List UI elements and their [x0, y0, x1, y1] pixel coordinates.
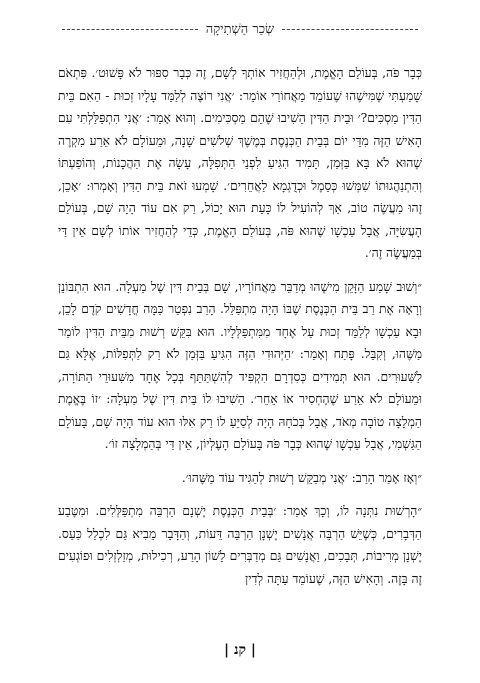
page-number: | קנ |	[224, 642, 256, 658]
header-rule-left	[62, 29, 198, 30]
paragraph: ״הָרְשׁוּת נִתְּנָה לוֹ, וְכָךְ אָמַר: ׳בְּבֵית הַכְּנֶסֶת יֶשְׁנָם הַרְבֵּה מִתְפַּלְּלִים. וּמִטֶּבַע הַדְּבָרִים, כְּשֶׁיֵּשׁ הַרְבֵּה אֲנָשִׁים יֶשְׁנָן הַרְבֵּה דֵּעוֹת, וְהַדָּבָר מֵבִיא גַּם לִכְלַל כַּעַס. יֶשְׁנָן מְרִיבוֹת, תְּבָכִים, וַאֲנָשִׁים גַּם מְדַבְּרִים לָשׁוֹן הָרַע, רְכִילוּת, מְזַלְזְלִים וּפוֹגְעִים זֶה בָּזֶה. וְהָאִישׁ הַזֶּה, שֶׁעוֹמֵד עַתָּה לְדִין	[58, 504, 422, 586]
body-text	[58, 62, 422, 590]
paragraph: ״וְשׁוּב שָׁמַע הַזָּקֵן מִישֶׁהוּ מְדַבֵּר מֵאֲחוֹרָיו, שָׁם בְּבֵית דִּין שֶׁל מַעְלָה. הוּא הִתְבּוֹנֵן וְרָאָה אֶת רַב בֵּית הַכְּנֶסֶת שֶׁבּוֹ הָיָה מִתְפַּלֵּל. הָרַב נִפְטַר כַּמָּה חֳדָשִׁים קֹדֶם לָכֵן, וּבָא עַכְשָׁו לְלַמֵּד זְכוּת עַל אֶחָד מִמִּתְפַּלְּלָיו. הוּא בִּקֵּשׁ רְשׁוּת מִבֵּית הַדִּין לוֹמַר מַשֶּׁהוּ, וְקִבֵּל. פָּתַח וְאָמַר: ׳הַיְּהוּדִי הַזֶּה הִגִּיעַ בַּזְּמַן לֹא רַק לַתְּפִלּוֹת, אֶלָּא גַּם לַשִּׁעוּרִים. הוּא תְּמִידִים כְּסִדְרָם הִקְפִּיד לְהִשְׁתַּתֵּף בְּכָל אֶחָד מִשִּׁעוּרֵי הַתּוֹרָה, וּמֵעוֹלָם לֹא אֵרַע שֶׁהֶחְסִיר אוֹ אֵחֵר׳. הֵשִׁיבוּ לוֹ בֵּית דִּין שֶׁל מַעְלָה: ׳זוֹ בֶּאֱמֶת הַמְלָצָה טוֹבָה מְאֹד, אֲבָל בְּכֹחָהּ הָיָה לְסַיֵּעַ לוֹ רַק אִלּוּ הוּא עוֹד הָיָה שָׁם, בָּעוֹלָם הַגַּשְׁמִי, אֲבָל עַכְשָׁו שֶׁהוּא כְּבָר פֹּה בָּעוֹלָם הָעֶלְיוֹן, אֵין דַּי בְּהַמְלָצָה זוֹ׳.	[58, 279, 422, 451]
running-header-title: שְׂכַר הַשְׁתִיקָה	[205, 22, 275, 37]
header-rule-right	[282, 29, 418, 30]
paragraph: כְּבָר פֹּה, בְּעוֹלַם הָאֱמֶת, וּלְהַחֲזִיר אוֹתְךָ לְשָׁם, זֶה כְּבָר סִפּוּר לֹא פָּשׁוּט׳. פִּתְאֹם שָׁמַעְתִּי שֶׁמִּישֶׁהוּ שֶׁעוֹמֵד מֵאֲחוֹרַי אוֹמֵר: ׳אֲנִי רוֹצֶה לְלַמֵּד עָלָיו זְכוּת - הַאִם בֵּית הַדִּין מַסְכִּים?׳ וּבֵית הַדִּין הֵשִׁיבוּ שֶׁהֵם מַסְכִּימִים. וְהוּא אָמַר: ׳אֲנִי הִתְפַּלַּלְתִּי עִם הָאִישׁ הַזֶּה מִדֵּי יוֹם בְּבֵית הַכְּנֶסֶת בְּמֶשֶׁךְ שְׁלֹשִׁים שָׁנָה, וּמֵעוֹלָם לֹא אֵרַע מִקְרֶה שֶׁהוּא לֹא בָּא בַּזְּמַן, תָּמִיד הִגִּיעַ לִפְנֵי הַתְּפִלָּה, עָשָׂה אֶת הַהֲכָנוֹת, וְהוֹפַעְתּוֹ וְהִתְנַהֲגוּתוֹ שִׁמְּשׁוּ כְּסֵמֶל וּכְדֻגְמָא לַאֲחֵרִים׳. שָׁמְעוּ זֹאת בֵּית הַדִּין וְאָמְרוּ: ׳אָכֵן, זֶהוּ מַעֲשֶׂה טוֹב, אַךְ לְהוֹעִיל לוֹ כָּעֵת הוּא יָכוֹל, רַק אִם עוֹד הָיָה שָׁם, בְּעוֹלַם הָעֲשִׂיָּה, אֲבָל עַכְשָׁו שֶׁהוּא פֹּה, בְּעוֹלַם הָאֱמֶת, כְּדֵי לְהַחֲזִיר אוֹתוֹ לְשָׁם אֵין דַּי בְּמַעֲשֶׂה זֶה׳.	[58, 66, 422, 260]
paragraph: ״וְאָז אָמַר הָרַב: ׳אֲנִי מְבַקֵּשׁ רְשׁוּת לְהַגִּיד עוֹד מַשֶּׁהוּ׳.	[181, 470, 422, 485]
running-header	[62, 18, 418, 40]
